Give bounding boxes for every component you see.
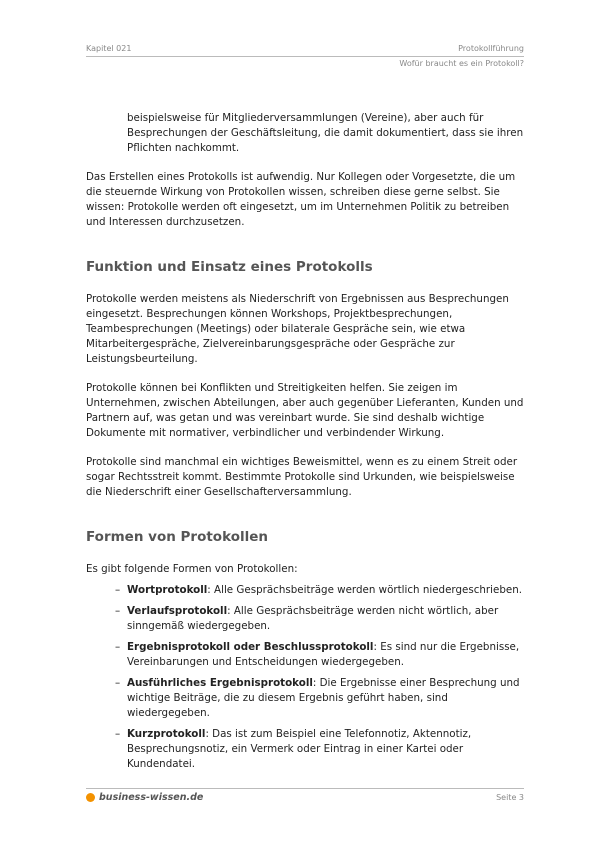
list-item-desc: : Alle Gesprächsbeiträge werden wörtlich niedergeschrieben. [207, 584, 523, 596]
list-item [115, 640, 524, 670]
subsection-label: Wofür braucht es ein Protokoll? [399, 59, 524, 68]
section-heading: Funktion und Einsatz eines Protokolls [86, 259, 373, 275]
list-item-term: Ausführliches Ergebnisprotokoll [127, 677, 313, 689]
paragraph: Protokolle sind manchmal ein wichtiges Beweismittel, wenn es zu einem Streit oder sogar Rechtsstreit kommt. Bestimmte Protokolle sind Urkunden, wie beispielsweise die Niederschrift einer Gesellschafterversammlung. [86, 456, 518, 498]
paragraph: Es gibt folgende Formen von Protokollen: [86, 563, 298, 575]
paragraph: Protokolle werden meistens als Niederschrift von Ergebnissen aus Besprechungen eingesetzt. Besprechungen können Workshops, Projektbesprechungen, Teambesprechungen (Meetings) oder bilaterale Gespräche sein, wie etwa Mitarbeitergespräche, Zielvereinbarungsgespräche oder Gespräche zur Leistungsbeurteilung. [86, 293, 509, 365]
list-item [115, 604, 524, 634]
list-item-term: Ergebnisprotokoll oder Beschlussprotokoll [127, 641, 374, 653]
footer-divider [86, 788, 524, 789]
list-item-desc: : Das ist zum Beispiel eine Telefonnotiz, Aktennotiz, Besprechungsnotiz, ein Vermerk oder Eintrag in einer Kartei oder Kundendatei. [127, 728, 472, 770]
list-item [115, 727, 524, 772]
dash-bullet: – [115, 677, 121, 689]
chapter-label: Kapitel 021 [86, 44, 132, 53]
list-item-term: Kurzprotokoll [127, 728, 206, 740]
list-item-term: Verlaufsprotokoll [127, 605, 228, 617]
page-content [86, 111, 524, 778]
protocol-forms-list [86, 583, 524, 772]
page-number: Seite 3 [496, 793, 524, 802]
orange-dot-icon [86, 793, 95, 802]
dash-bullet: – [115, 584, 121, 596]
list-item-desc: : Es sind nur die Ergebnisse, Vereinbarungen und Entscheidungen wiedergegeben. [127, 641, 520, 668]
paragraph: Protokolle können bei Konflikten und Streitigkeiten helfen. Sie zeigen im Unternehmen, zwischen Abteilungen, aber auch gegenüber Lieferanten, Kunden und Partnern auf, was getan und was vereinbart wurde. Sie sind deshalb wichtige Dokumente mit normativer, verbindlicher und verbindender Wirkung. [86, 382, 524, 439]
section-heading: Formen von Protokollen [86, 529, 268, 545]
dash-bullet: – [115, 605, 121, 617]
list-item-term: Wortprotokoll [127, 584, 208, 596]
paragraph-continued: beispielsweise für Mitgliederversammlungen (Vereine), aber auch für Besprechungen der Geschäftsleitung, die damit dokumentiert, dass sie ihren Pflichten nachkommt. [127, 112, 524, 154]
list-item [115, 583, 524, 598]
brand-logo[interactable] [86, 792, 203, 803]
list-item [115, 676, 524, 721]
logo-text: business-wissen.de [99, 792, 204, 803]
list-item-desc: : Alle Gesprächsbeiträge werden nicht wörtlich, aber sinngemäß wiedergegeben. [127, 605, 499, 632]
dash-bullet: – [115, 728, 121, 740]
header-divider [86, 56, 524, 57]
dash-bullet: – [115, 641, 121, 653]
paragraph: Das Erstellen eines Protokolls ist aufwendig. Nur Kollegen oder Vorgesetzte, die um die steuernde Wirkung von Protokollen wissen, schreiben diese gerne selbst. Sie wissen: Protokolle werden oft eingesetzt, um im Unternehmen Politik zu betreiben und Interessen durchzusetzen. [86, 171, 516, 228]
list-item-desc: : Die Ergebnisse einer Besprechung und wichtige Beiträge, die zu diesem Ergebnis geführt haben, sind wiedergegeben. [127, 677, 520, 719]
section-label: Protokollführung [458, 44, 524, 53]
